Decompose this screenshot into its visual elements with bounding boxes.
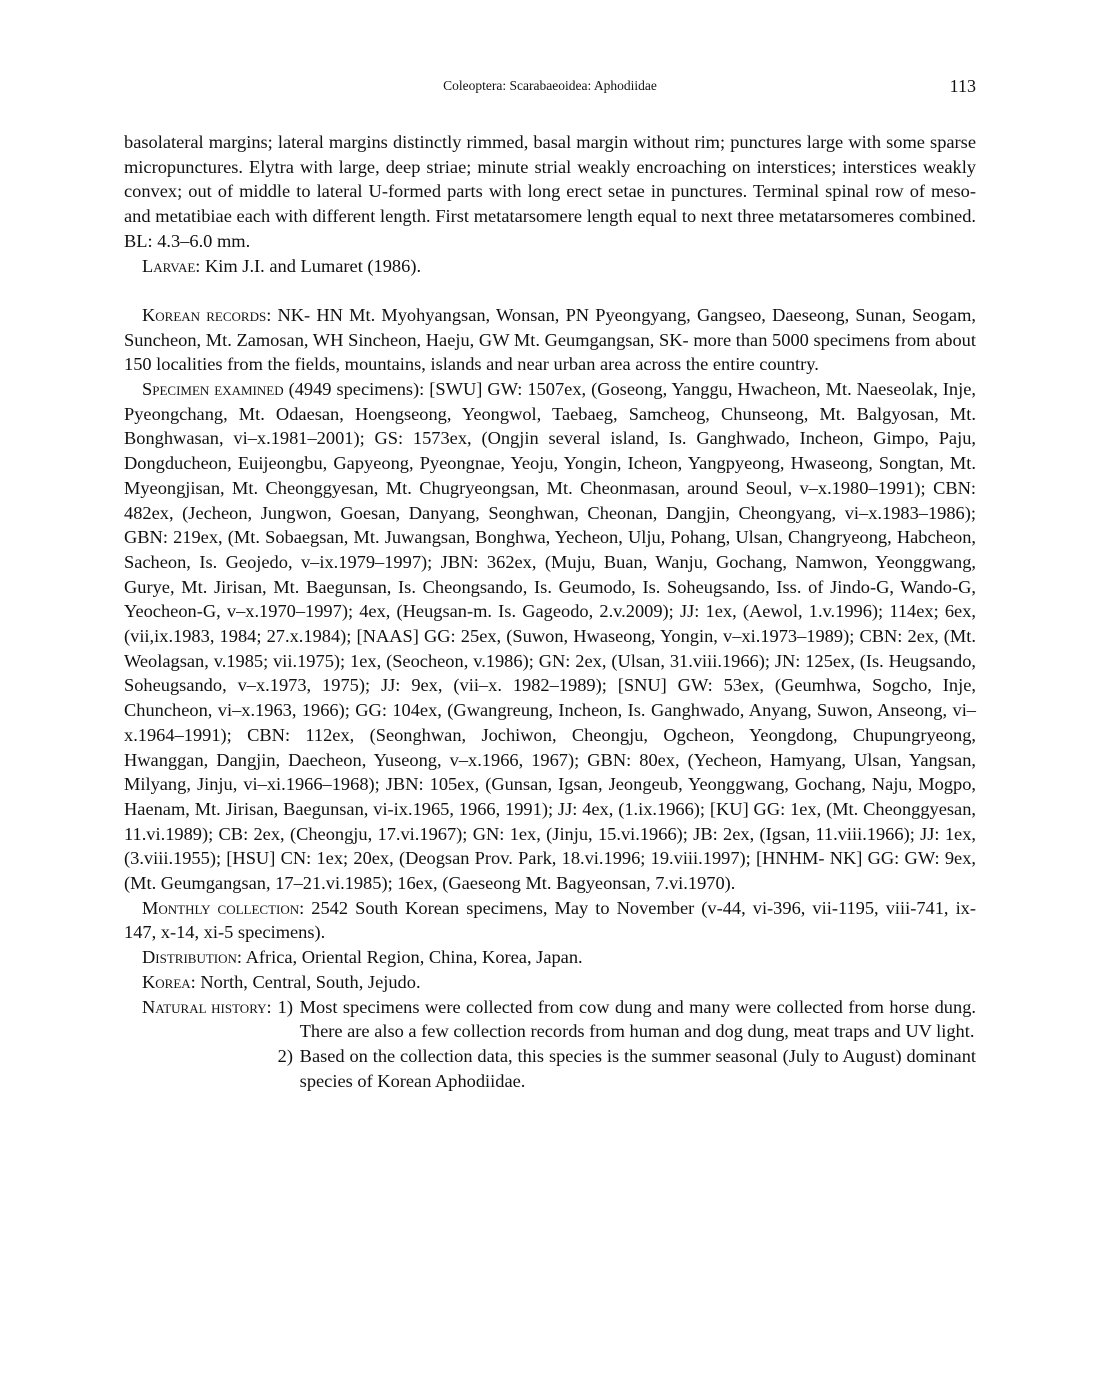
natural-history-item-text: Based on the collection data, this species is the summer seasonal (July to August) dominant species of Korean Aphodiidae. <box>299 1046 976 1091</box>
natural-history-item-text: Most specimens were collected from cow dung and many were collected from horse dung. There are also a few collection records from human and dog dung, meat traps and UV light. <box>299 996 976 1042</box>
natural-history-item <box>278 1044 976 1093</box>
korean-records-text: : NK- HN Mt. Myohyangsan, Wonsan, PN Pyeongyang, Gangseo, Daeseong, Sunan, Seogam, Suncheon, Mt. Zamosan, WH Sincheon, Haeju, GW Mt. Geumgangsan, SK- more than 5000 specimens from about 150 localities from the fields, mountains, islands and near urban area across the entire country. <box>124 304 976 375</box>
distribution-text: : Africa, Oriental Region, China, Korea, Japan. <box>236 947 583 968</box>
larvae-label: Larvae <box>142 255 196 276</box>
larvae-text: : Kim J.I. and Lumaret (1986). <box>195 255 422 276</box>
korean-records-paragraph <box>124 303 976 377</box>
korea-label: Korea <box>142 971 191 992</box>
specimen-examined-paragraph <box>124 377 976 896</box>
page-number: 113 <box>949 76 976 96</box>
natural-history-item-number: 1) <box>277 996 293 1017</box>
natural-history-heading <box>142 995 278 1094</box>
description-paragraph: basolateral margins; lateral margins distinctly rimmed, basal margin without rim; punctures large with some sparse micropunctures. Elytra with large, deep striae; minute strial weakly encroaching on interstices; interstices weakly convex; out of middle to lateral U-formed parts with long erect setae in punctures. Terminal spinal row of meso- and metatibiae each with different length. First metatarsomere length equal to next three metatarsomeres combined. BL: 4.3–6.0 mm. <box>124 132 976 251</box>
monthly-collection-text: : 2542 South Korean specimens, May to November (v-44, vi-396, vii-1195, viii-741, ix-147, x-14, xi-5 specimens). <box>124 897 976 943</box>
natural-history-item-number: 2) <box>277 1046 293 1066</box>
species-account <box>124 130 976 1093</box>
distribution-label: Distribution <box>142 947 237 968</box>
running-header <box>124 70 976 102</box>
larvae-paragraph <box>124 254 976 279</box>
natural-history-section <box>142 995 976 1094</box>
monthly-collection-label: Monthly collection <box>142 897 300 918</box>
korean-records-label: Korean records <box>142 304 267 325</box>
natural-history-label: Natural history <box>142 996 267 1017</box>
distribution-paragraph <box>124 945 976 970</box>
natural-history-item <box>278 995 976 1044</box>
natural-history-list <box>278 995 976 1094</box>
running-title: Coleoptera: Scarabaeoidea: Aphodiidae <box>443 78 657 93</box>
specimen-examined-label: Specimen examined <box>142 379 284 400</box>
monthly-collection-paragraph <box>124 896 976 945</box>
document-page <box>124 70 976 1093</box>
specimen-examined-text: (4949 specimens): [SWU] GW: 1507ex, (Goseong, Yanggu, Hwacheon, Mt. Naeseolak, Inje, Pyeongchang, Mt. Odaesan, Hoengseong, Yeongwol, Taebaeg, Samcheog, Chunseong, Mt. Balgyosan, Mt. Bonghwasan, vi–x.1981–2001); GS: 1573ex, (Ongjin several island, Is. Ganghwado, Incheon, Gimpo, Paju, Dongducheon, Euijeongbu, Gapyeong, Pyeongnae, Yeoju, Yongin, Icheon, Yangpyeong, Hwaseong, Songtan, Mt. Myeongjisan, Mt. Cheonggyesan, Mt. Chugryeongsan, Mt. Cheonmasan, around Seoul, v–x.1980–1991); CBN: 482ex, (Jecheon, Jungwon, Goesan, Danyang, Seonghwan, Cheonan, Dangjin, Cheongyang, vi–x.1983–1986); GBN: 219ex, (Mt. Sobaegsan, Mt. Juwangsan, Bonghwa, Yecheon, Ulju, Pohang, Ulsan, Changryeong, Habcheon, Sacheon, Is. Geojedo, v–ix.1979–1997); JBN: 362ex, (Muju, Buan, Wanju, Gochang, Namwon, Yeonggwang, Gurye, Mt. Jirisan, Mt. Baegunsan, Is. Cheongsando, Is. Geumodo, Is. Soheugsando, Iss. of Jindo-G, Wando-G, Yeocheon-G, v–x.1970–1997); 4ex, (Heugsan-m. Is. Gageodo, 2.v.2009); JJ: 1ex, (Aewol, 1.v.1996); 114ex; 6ex, (vii,ix.1983, 1984; 27.x.1984); [NAAS] GG: 25ex, (Suwon, Hwaseong, Yongin, v–xi.1973–1989); CBN: 2ex, (Mt. Weolagsan, v.1985; vii.1975); 1ex, (Seocheon, v.1986); GN: 2ex, (Ulsan, 31.viii.1966); JN: 125ex, (Is. Heugsando, Soheugsando, v–x.1973, 1975); JJ: 9ex, (vii–x. 1982–1989); [SNU] GW: 53ex, (Geumhwa, Sogcho, Inje, Chuncheon, vi–x.1963, 1966); GG: 104ex, (Gwangreung, Incheon, Is. Ganghwado, Anyang, Suwon, Anseong, vi–x.1964–1991); CBN: 112ex, (Seonghwan, Jochiwon, Cheongju, Ogcheon, Yeongdong, Chupungryeong, Hwanggan, Dangjin, Daecheon, Yuseong, v–x.1966, 1967); GBN: 80ex, (Yecheon, Hamyang, Ulsan, Yangsan, Milyang, Jinju, vi–xi.1966–1968); JBN: 105ex, (Gunsan, Igsan, Jeongeub, Yeonggwang, Gochang, Naju, Mogpo, Haenam, Mt. Jirisan, Baegunsan, vi-ix.1965, 1966, 1991); JJ: 4ex, (1.ix.1966); [KU] GG: 1ex, (Mt. Cheonggyesan, 11.vi.1989); CB: 2ex, (Cheongju, 17.vi.1967); GN: 1ex, (Jinju, 15.vi.1966); JB: 2ex, (Igsan, 11.viii.1966); JJ: 1ex, (3.viii.1955); [HSU] CN: 1ex; 20ex, (Deogsan Prov. Park, 18.vi.1996; 19.viii.1997); [HNHM- NK] GG: GW: 9ex, (Mt. Geumgangsan, 17–21.vi.1985); 16ex, (Gaeseong Mt. Bagyeonsan, 7.vi.1970). <box>124 379 976 894</box>
section-spacer <box>124 278 976 303</box>
natural-history-colon: : <box>266 996 272 1017</box>
korea-text: : North, Central, South, Jejudo. <box>190 971 421 992</box>
korea-paragraph <box>124 970 976 995</box>
